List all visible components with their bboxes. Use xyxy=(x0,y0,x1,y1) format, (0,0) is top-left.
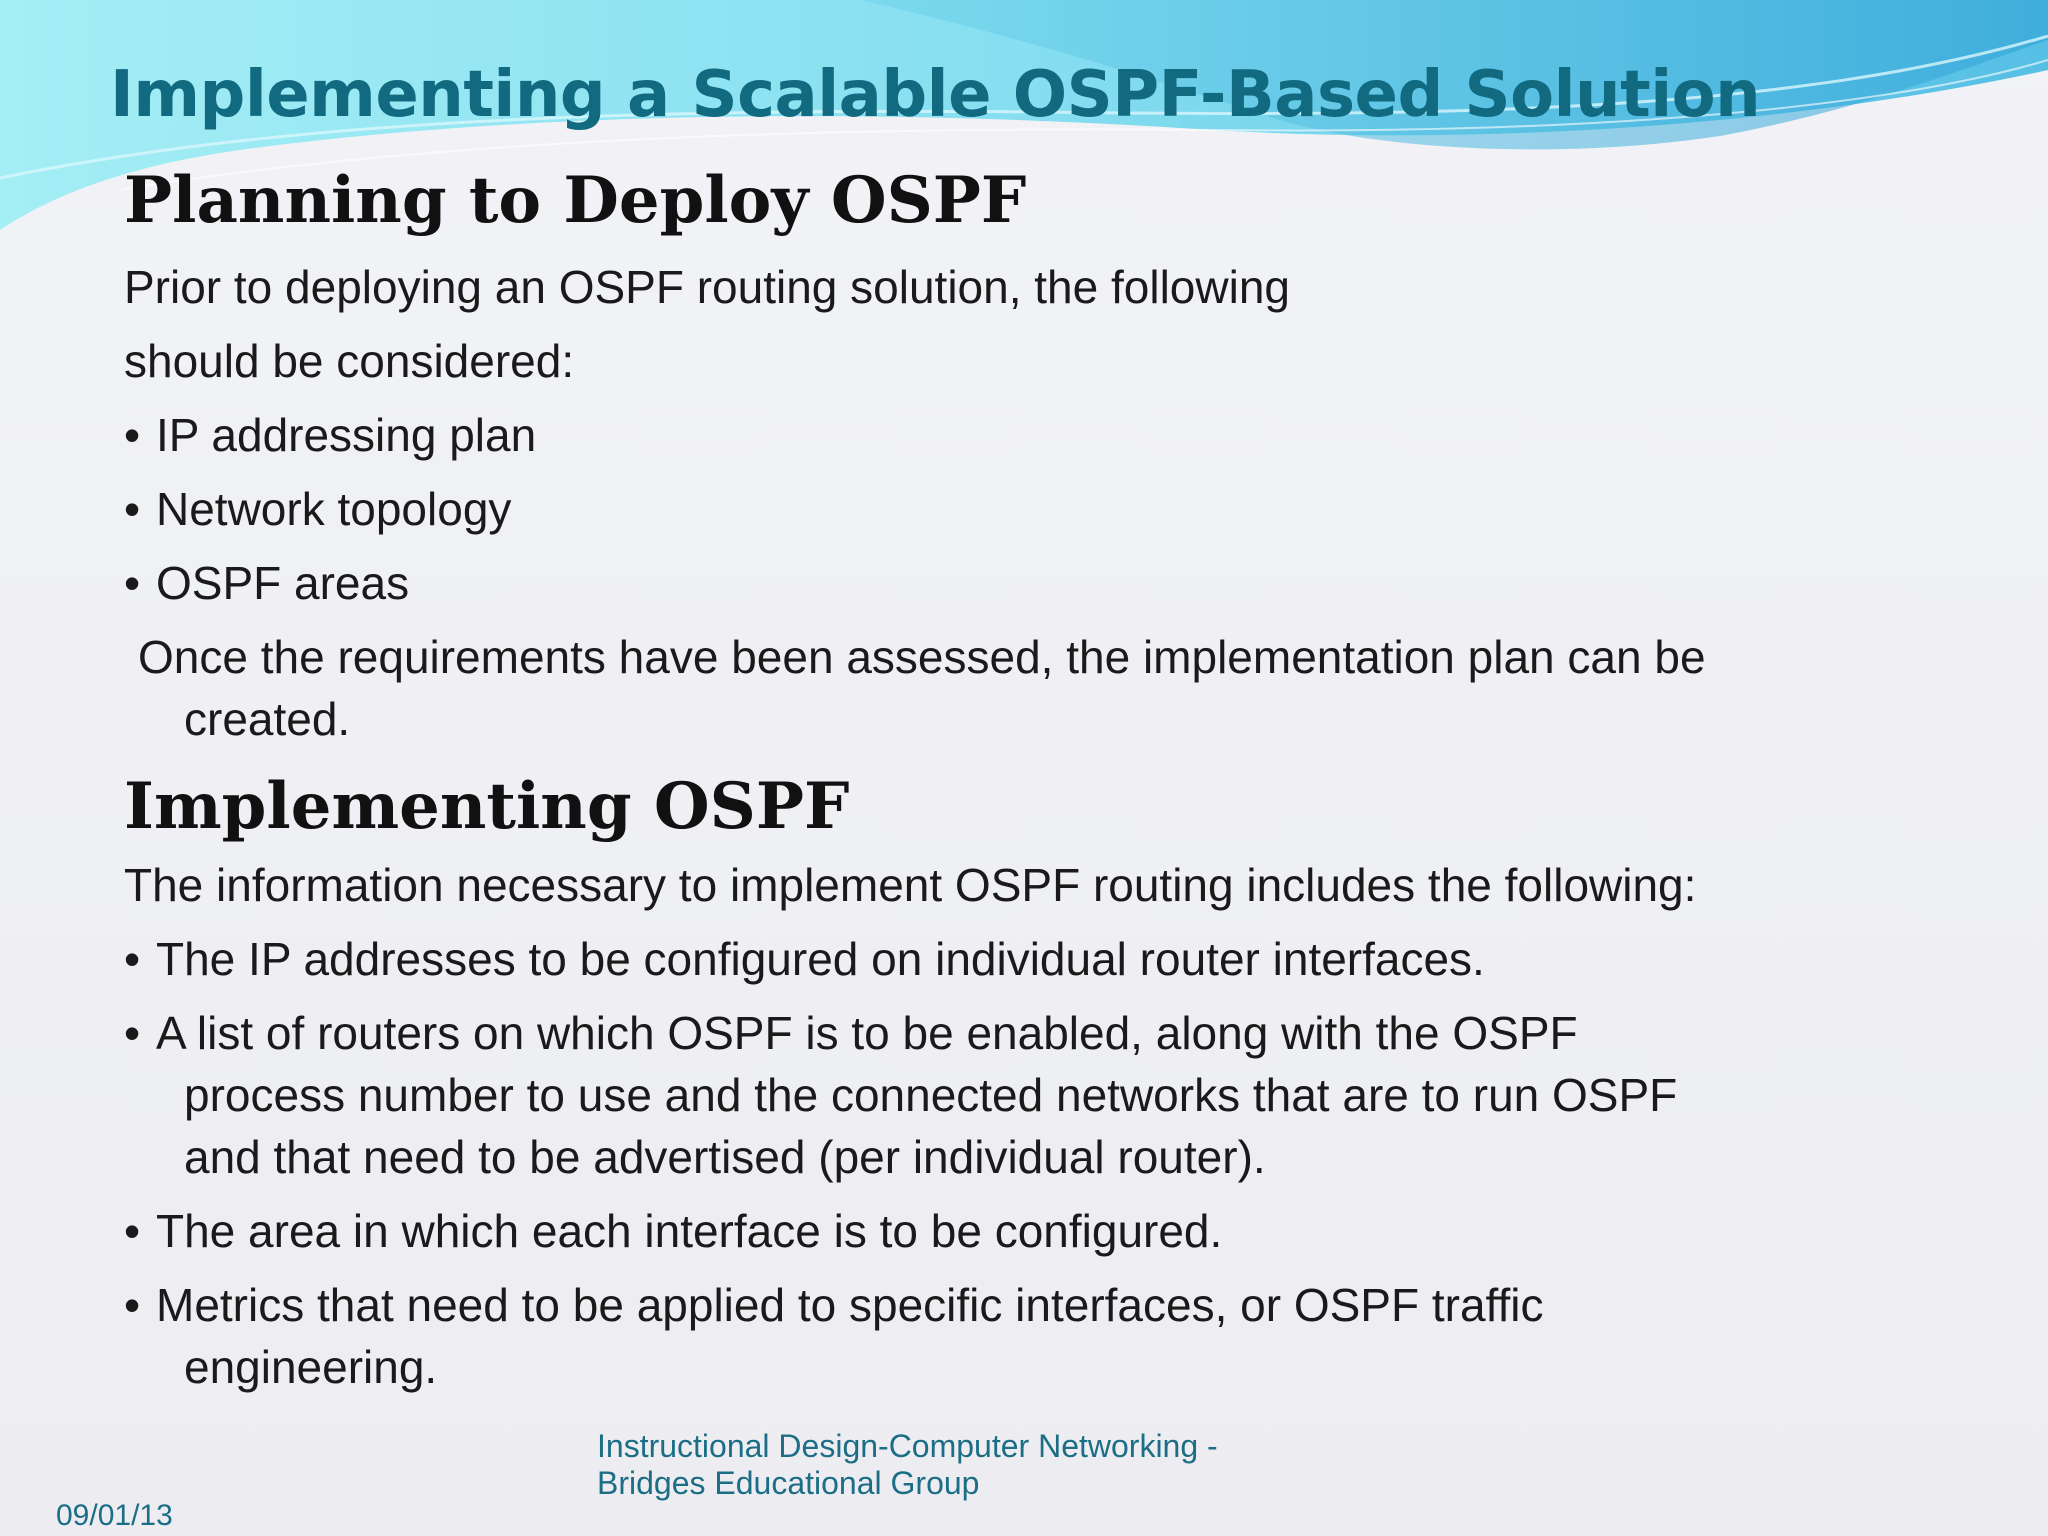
slide-body xyxy=(124,160,1984,1396)
bullet-text: The area in which each interface is to be configured. xyxy=(156,1205,1223,1257)
bullet-continuation: engineering. xyxy=(184,1341,438,1393)
section-heading-planning: Planning to Deploy OSPF xyxy=(124,163,1027,238)
bullet-text: IP addressing plan xyxy=(156,409,537,461)
footer-date: 09/01/13 xyxy=(56,1499,173,1532)
bullet-item xyxy=(124,1202,1984,1260)
closing-line-1: Once the requirements have been assessed, the implementation plan can be xyxy=(138,631,1706,683)
bullet-dot: • xyxy=(124,483,141,535)
intro-line-1: Prior to deploying an OSPF routing solution, the following xyxy=(124,261,1290,313)
bullet-dot: • xyxy=(124,1205,141,1257)
bullet-dot: • xyxy=(124,409,141,461)
implementing-bullet-list xyxy=(124,930,1984,1396)
bullet-dot: • xyxy=(124,557,141,609)
bullet-dot: • xyxy=(124,1007,141,1059)
implementing-intro: The information necessary to implement OSPF routing includes the following: xyxy=(124,859,1697,911)
bullet-text: The IP addresses to be configured on individual router interfaces. xyxy=(156,933,1485,985)
intro-line-2: should be considered: xyxy=(124,335,575,387)
closing-line-2: created. xyxy=(184,693,351,745)
footer-credit-line-1: Instructional Design-Computer Networking - xyxy=(597,1428,1218,1464)
slide-title: Implementing a Scalable OSPF-Based Solution xyxy=(110,58,1761,132)
bullet-continuation: process number to use and the connected networks that are to run OSPF xyxy=(184,1069,1678,1121)
bullet-continuation: and that need to be advertised (per individual router). xyxy=(184,1131,1266,1183)
bullet-text: OSPF areas xyxy=(156,557,410,609)
bullet-text: A list of routers on which OSPF is to be enabled, along with the OSPF xyxy=(156,1007,1578,1059)
bullet-item xyxy=(124,554,1984,612)
planning-bullet-list xyxy=(124,406,1984,612)
bullet-text: Metrics that need to be applied to specific interfaces, or OSPF traffic xyxy=(156,1279,1544,1331)
footer-credit-line-2: Bridges Educational Group xyxy=(597,1465,980,1501)
bullet-dot: • xyxy=(124,933,141,985)
bullet-item xyxy=(124,480,1984,538)
section-heading-implementing: Implementing OSPF xyxy=(124,769,850,844)
footer-credit xyxy=(597,1428,1218,1502)
bullet-item xyxy=(124,1004,1984,1186)
bullet-item xyxy=(124,930,1984,988)
bullet-dot: • xyxy=(124,1279,141,1331)
bullet-item xyxy=(124,406,1984,464)
bullet-text: Network topology xyxy=(156,483,512,535)
bullet-item xyxy=(124,1276,1984,1396)
